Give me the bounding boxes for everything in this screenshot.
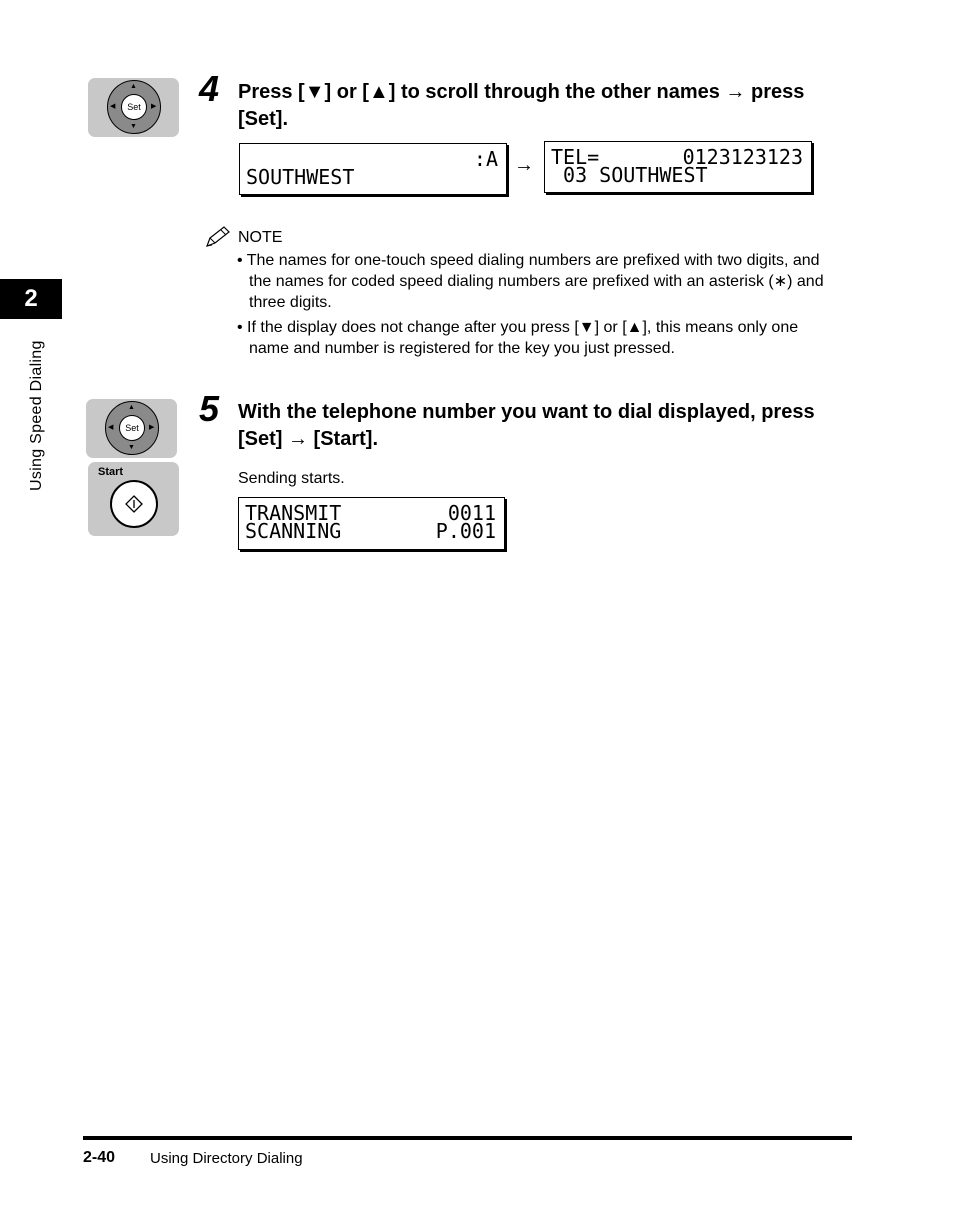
left-arrow-icon: ◀	[110, 103, 116, 110]
lcd-row1-left: TRANSMIT	[245, 501, 342, 525]
set-key-label: Set	[119, 415, 145, 441]
down-arrow-icon: ▼	[128, 444, 135, 451]
pencil-note-icon	[204, 225, 232, 249]
lcd-row1-left: TEL=	[551, 145, 600, 169]
lcd-row1-right: 0123123123	[682, 145, 803, 169]
dpad-icon	[107, 80, 161, 134]
note-item-2-line-2: name and number is registered for the key you just pressed.	[249, 340, 675, 357]
lcd-row2-left: SCANNING	[245, 519, 342, 543]
lcd-display-number	[544, 141, 812, 193]
chapter-side-label: Using Speed Dialing	[28, 340, 45, 492]
arrow-right-icon: →	[514, 154, 534, 176]
start-key-panel	[88, 462, 179, 536]
set-key-label: Set	[121, 94, 147, 120]
step-5-description: Sending starts.	[238, 470, 345, 487]
right-arrow-icon: ▶	[149, 424, 155, 431]
footer-section-title: Using Directory Dialing	[150, 1150, 303, 1167]
lcd-display-transmit	[238, 497, 505, 550]
up-arrow-icon: ▲	[128, 404, 135, 411]
set-key-panel-step4	[88, 78, 179, 137]
lcd-display-name	[239, 143, 507, 195]
lcd-row2-left: SOUTHWEST	[246, 165, 355, 189]
step-4-instruction	[238, 79, 848, 133]
step-5-number: 5	[199, 388, 220, 429]
down-arrow-icon: ▼	[130, 123, 137, 130]
dpad-icon	[105, 401, 159, 455]
chapter-number: 2	[24, 285, 38, 312]
right-arrow-icon: ▶	[151, 103, 157, 110]
up-arrow-icon: ▲	[130, 83, 137, 90]
step-5-line-1: With the telephone number you want to dial displayed, press	[238, 401, 815, 423]
page-number: 2-40	[83, 1149, 116, 1166]
diamond-start-icon	[125, 495, 143, 513]
lcd-row1-right: 0011	[447, 501, 496, 525]
lcd-row1-right: :A	[473, 147, 498, 171]
step-5-instruction	[238, 399, 848, 453]
note-item-2-line-1: • If the display does not change after you press [▼] or [▲], this means only one	[237, 319, 799, 336]
lcd-row2-left: 03 SOUTHWEST	[551, 163, 708, 187]
note-item-1	[237, 250, 847, 313]
chapter-tab	[0, 279, 62, 319]
start-button-icon	[110, 480, 158, 528]
start-key-label: Start	[98, 466, 124, 478]
footer-rule	[83, 1136, 852, 1140]
note-item-2	[237, 317, 847, 359]
step-4-line-2: [Set].	[238, 108, 288, 130]
step-4-line-1: Press [▼] or [▲] to scroll through the other names → press	[238, 81, 805, 103]
set-key-panel-step5	[86, 399, 177, 458]
note-heading: NOTE	[238, 229, 283, 246]
note-item-1-line-3: three digits.	[249, 294, 332, 311]
note-item-1-line-1: • The names for one-touch speed dialing numbers are prefixed with two digits, and	[237, 252, 820, 269]
left-arrow-icon: ◀	[108, 424, 114, 431]
step-5-line-2: [Set] → [Start].	[238, 428, 378, 450]
lcd-row2-right: P.001	[435, 519, 496, 543]
note-item-1-line-2: the names for coded speed dialing numbers are prefixed with an asterisk (∗) and	[249, 273, 824, 290]
step-4-number: 4	[199, 68, 220, 109]
